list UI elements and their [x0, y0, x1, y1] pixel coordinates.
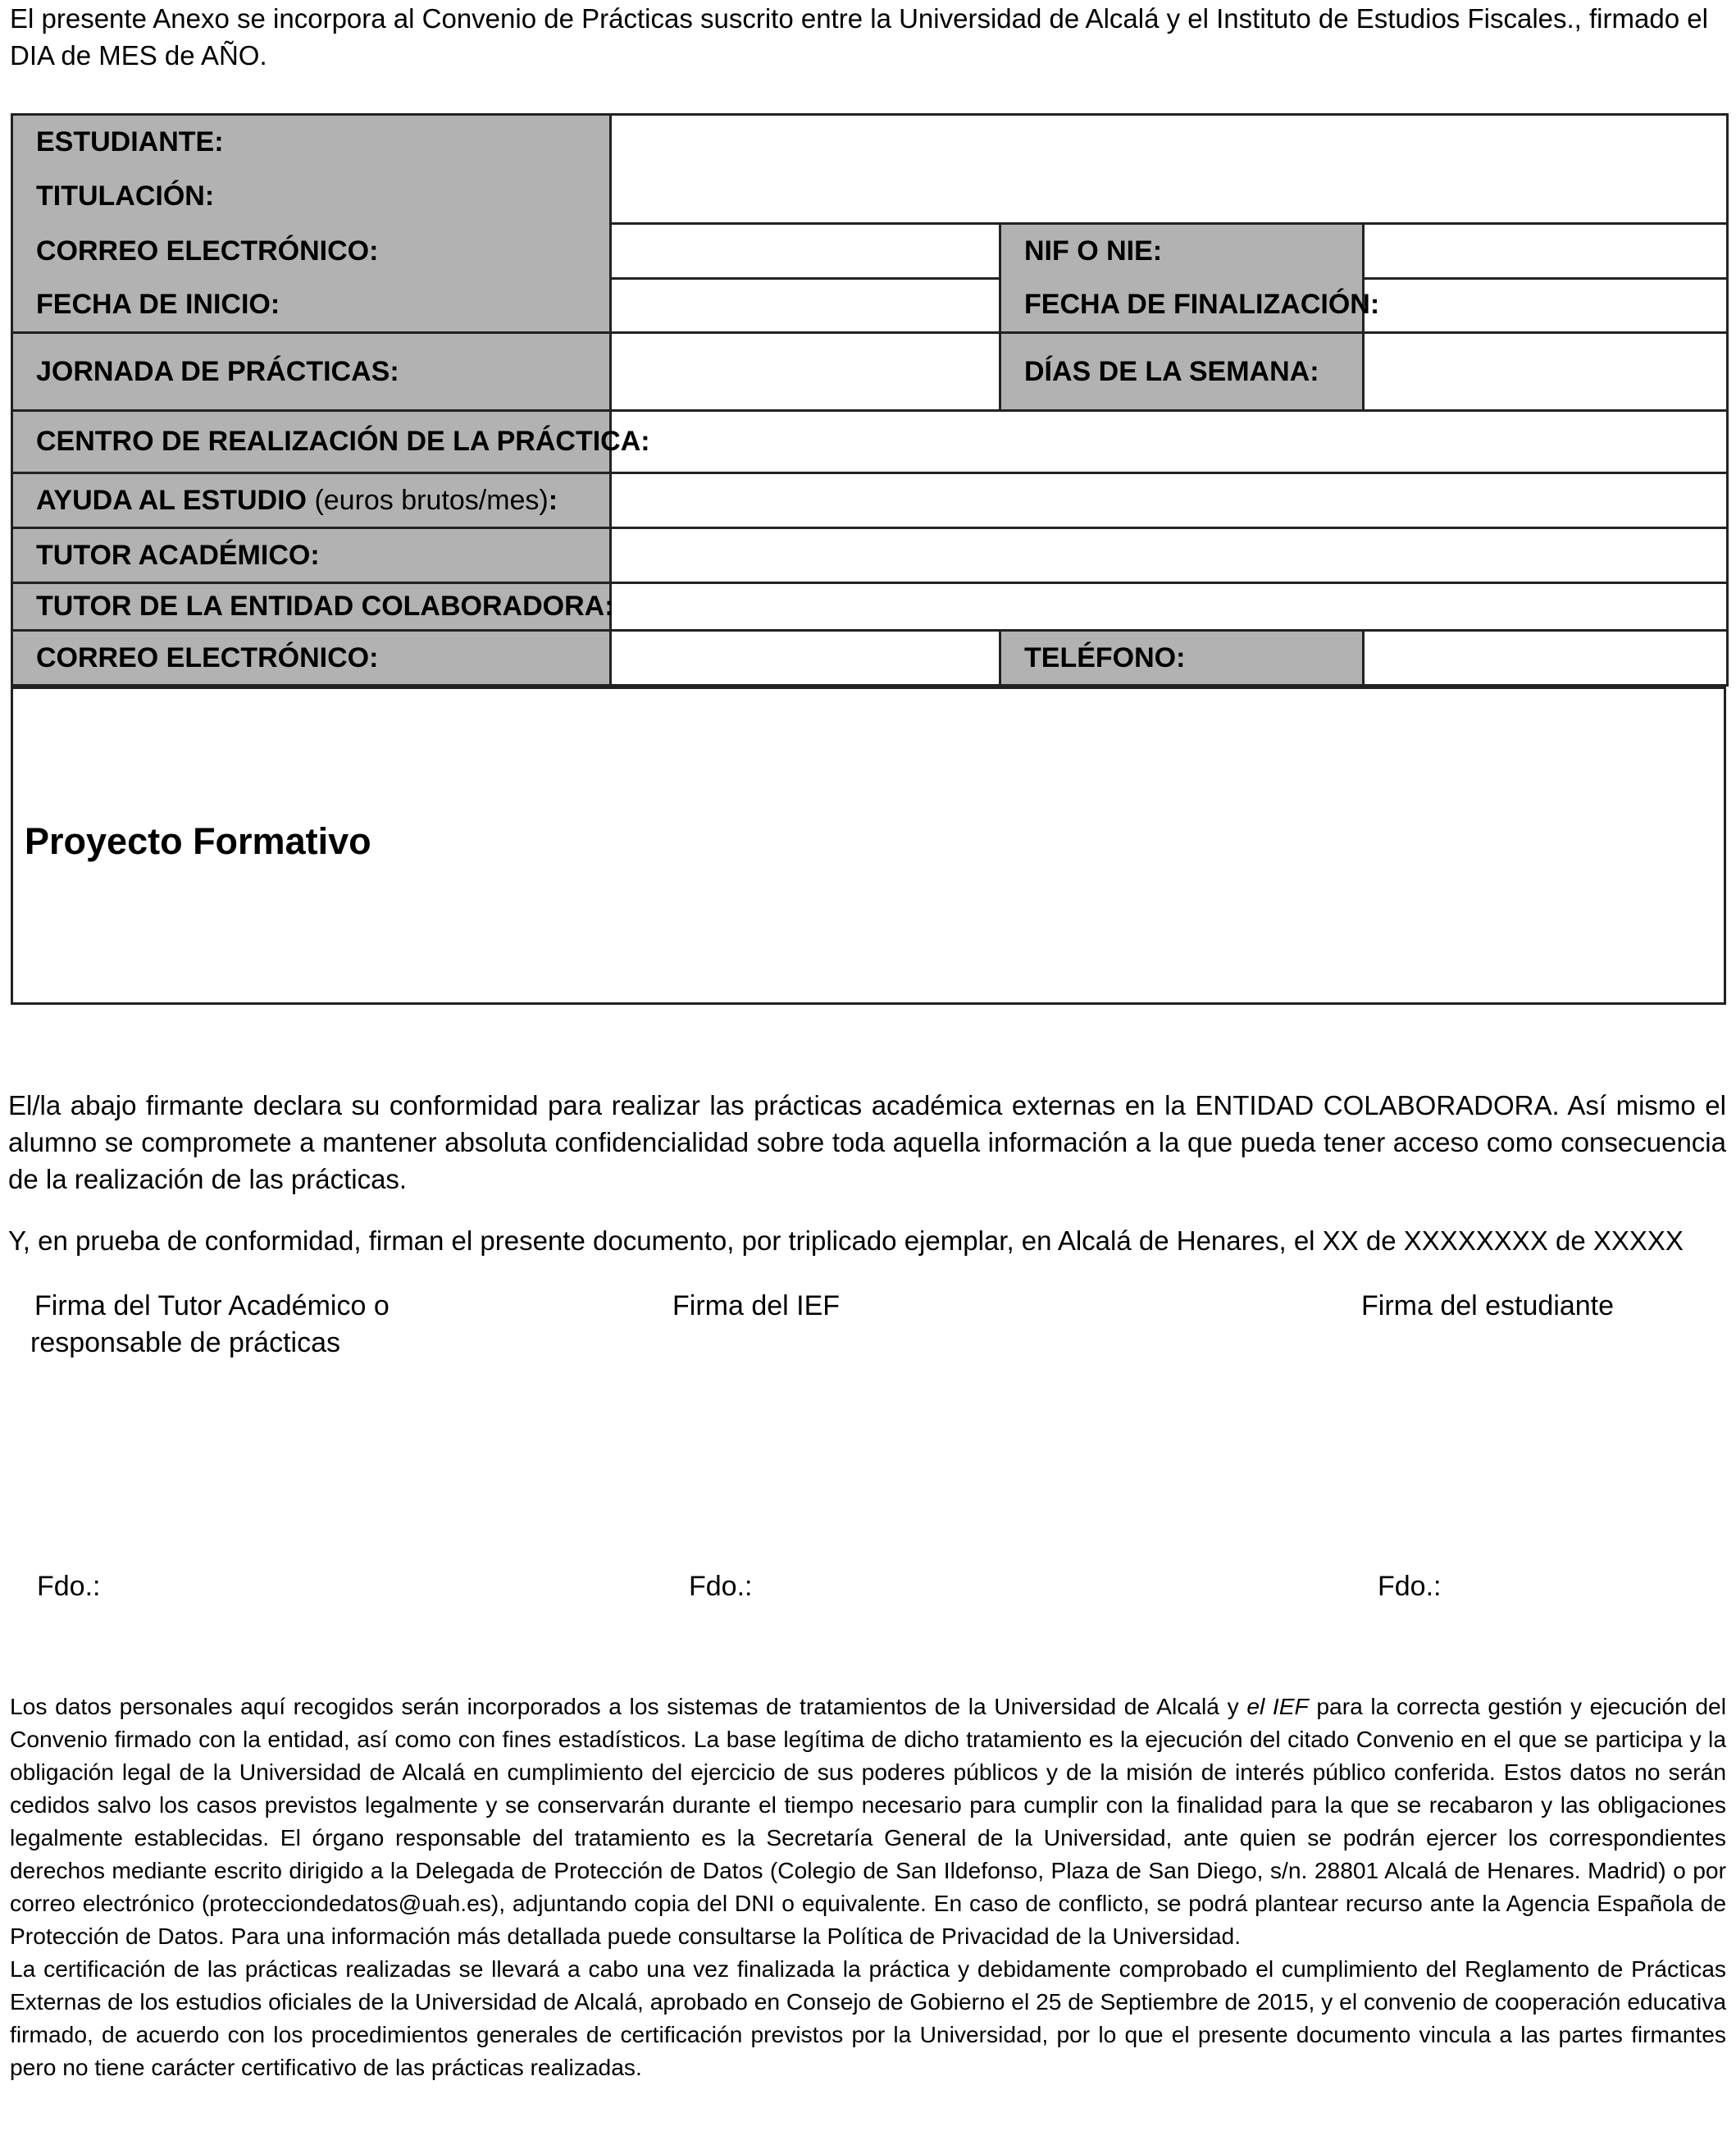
fecha-fin-label: FECHA DE FINALIZACIÓN:: [1000, 279, 1364, 333]
estudiante-titulacion-field[interactable]: [611, 115, 1728, 224]
proyecto-formativo-title: Proyecto Formativo: [25, 820, 371, 862]
signature-student-label: Firma del estudiante: [1361, 1290, 1615, 1321]
tutor-academico-field[interactable]: [611, 528, 1728, 583]
privacy-text-b: para la correcta gestión y ejecución del Convenio firmado con la entidad, así como con fines estadísticos. La base legítima de dicho tratamiento es la ejecución del citado Convenio en el que se participa y la obligación legal de la Universidad de Alcalá en cumplimiento del ejercicio de sus poderes públicos y de la misión de interés público conferida. Estos datos no serán cedidos salvo los casos previstos legalmente y se conservarán durante el tiempo necesario para cumplir con la finalidad para la que se recabaron y las obligaciones legalmente establecidas. El órgano responsable del tratamiento es la Secretaría General de la Universidad, ante quien se podrán ejercer los correspondientes derechos mediante escrito dirigido a la Delegada de Protección de Datos (Colegio de San Ildefonso, Plaza de San Diego, s/n. 28801 Alcalá de Henares. Madrid) o por correo electrónico (protecciondedatos@uah.es), adjuntando copia del DNI o equivalente. En caso de conflicto, se podrá plantear recurso ante la Agencia Española de Protección de Datos. Para una información más detallada puede consultarse la Política de Privacidad de la Universidad.: [10, 1693, 1726, 1949]
fecha-fin-field[interactable]: [1364, 279, 1728, 333]
fdo-tutor: Fdo.:: [37, 1571, 101, 1602]
estudiante-label: ESTUDIANTE:: [12, 115, 611, 170]
dias-label: DÍAS DE LA SEMANA:: [1000, 333, 1364, 411]
conformity-paragraph: Y, en prueba de conformidad, firman el presente documento, por triplicado ejemplar, en Alcalá de Henares, el XX de XXXXXXXX de XXXXX: [8, 1225, 1684, 1256]
certification-paragraph: La certificación de las prácticas realizadas se llevará a cabo una vez finalizada la práctica y debidamente comprobado el cumplimiento del Reglamento de Prácticas Externas de los estudios oficiales de la Universidad de Alcalá, aprobado en Consejo de Gobierno el 25 de Septiembre de 2015, y el convenio de cooperación educativa firmado, de acuerdo con los procedimientos generales de certificación previstos por la Universidad, por lo que el presente documento vincula a las partes firmantes pero no tiene carácter certificativo de las prácticas realizadas.: [10, 1955, 1726, 2080]
ayuda-colon: :: [548, 484, 558, 516]
declaration-paragraph: El/la abajo firmante declara su conformidad para realizar las prácticas académica externas en la ENTIDAD COLABORADORA. Así mismo el alumno se compromete a mantener absoluta confidencialidad sobre toda aquella información a la que pueda tener acceso como consecuencia de la realización de las prácticas.: [8, 1090, 1726, 1194]
student-form-table: [11, 113, 1729, 687]
signature-tutor-line1: Firma del Tutor Académico o: [34, 1290, 390, 1321]
ayuda-label: [12, 473, 611, 528]
fecha-inicio-field[interactable]: [611, 279, 1000, 333]
tutor-entidad-label: TUTOR DE LA ENTIDAD COLABORADORA:: [12, 583, 611, 631]
privacy-paragraph: [10, 1690, 1726, 1952]
tutor-entidad-field[interactable]: [611, 583, 1728, 631]
jornada-label: JORNADA DE PRÁCTICAS:: [12, 333, 611, 411]
nif-field[interactable]: [1364, 224, 1728, 279]
fdo-student: Fdo.:: [1378, 1571, 1442, 1602]
dias-field[interactable]: [1364, 333, 1728, 411]
titulacion-label: TITULACIÓN:: [12, 170, 611, 224]
correo-tutor-field[interactable]: [611, 631, 1000, 686]
privacy-footer: [10, 1690, 1726, 2083]
nif-label: NIF O NIE:: [1000, 224, 1364, 279]
privacy-text-a: Los datos personales aquí recogidos serán incorporados a los sistemas de tratamientos de la Universidad de Alcalá y: [10, 1693, 1247, 1719]
centro-field[interactable]: [611, 411, 1728, 473]
jornada-field[interactable]: [611, 333, 1000, 411]
telefono-label: TELÉFONO:: [1000, 631, 1364, 686]
signature-tutor-label: [30, 1288, 390, 1362]
signature-ief-label: Firma del IEF: [672, 1290, 841, 1321]
centro-label: CENTRO DE REALIZACIÓN DE LA PRÁCTICA:: [12, 411, 611, 473]
ayuda-unit: (euros brutos/mes): [314, 484, 549, 516]
tutor-academico-label: TUTOR ACADÉMICO:: [12, 528, 611, 583]
correo-estudiante-field[interactable]: [611, 224, 1000, 279]
intro-text: El presente Anexo se incorpora al Convenio de Prácticas suscrito entre la Universidad de Alcalá y el Instituto de Estudios Fiscales., firmado el DIA de MES de AÑO.: [10, 3, 1708, 71]
privacy-text-italic: el IEF: [1246, 1693, 1309, 1719]
fdo-ief: Fdo.:: [689, 1571, 753, 1602]
signature-tutor-line2: responsable de prácticas: [30, 1327, 341, 1358]
ayuda-text: AYUDA AL ESTUDIO: [36, 484, 307, 516]
correo-tutor-label: CORREO ELECTRÓNICO:: [12, 631, 611, 686]
fecha-inicio-label: FECHA DE INICIO:: [12, 279, 611, 333]
telefono-field[interactable]: [1364, 631, 1728, 686]
ayuda-field[interactable]: [611, 473, 1728, 528]
correo-estudiante-label: CORREO ELECTRÓNICO:: [12, 224, 611, 279]
proyecto-formativo-box[interactable]: [11, 687, 1726, 1005]
